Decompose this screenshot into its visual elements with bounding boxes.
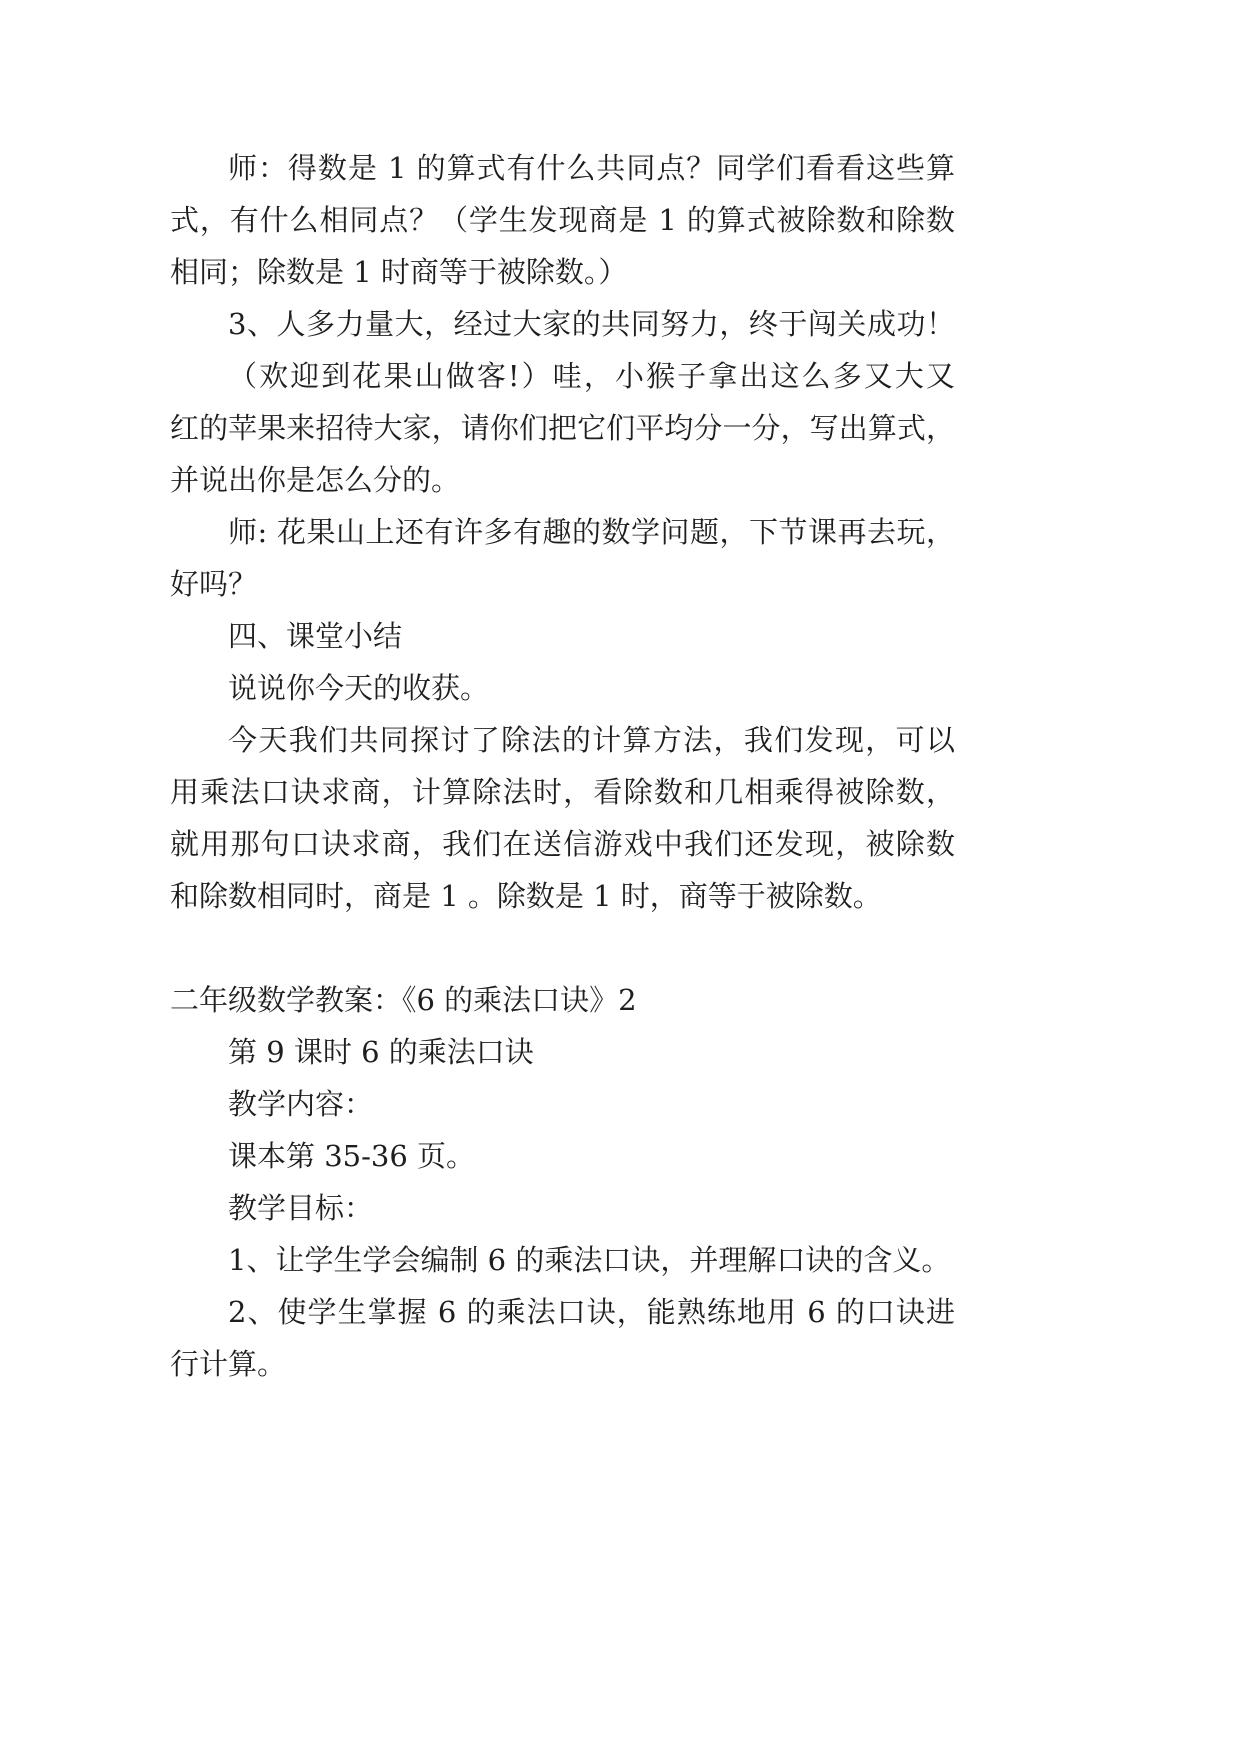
paragraph-line: 用乘法口诀求商，计算除法时，看除数和几相乘得被除数， (170, 775, 955, 809)
lesson-heading: 第 9 课时 6 的乘法口诀 (228, 1035, 534, 1069)
blank-line (170, 922, 955, 974)
paragraph-line: 和除数相同时，商是 1 。除数是 1 时，商等于被除数。 (170, 879, 882, 913)
section-heading: 教学目标： (228, 1191, 374, 1225)
section-heading: 四、课堂小结 (228, 619, 403, 653)
document-body (170, 142, 955, 1390)
paragraph-line: 行计算。 (170, 1347, 287, 1381)
paragraph-line: 并说出你是怎么分的。 (170, 463, 461, 497)
paragraph-line: 相同；除数是 1 时商等于被除数。） (170, 255, 628, 289)
list-item: 2、使学生掌握 6 的乘法口诀，能熟练地用 6 的口诀进 (228, 1295, 955, 1329)
paragraph-line: 3、人多力量大，经过大家的共同努力，终于闯关成功！ (228, 307, 955, 341)
paragraph-line: 师：得数是 1 的算式有什么共同点？同学们看看这些算 (228, 151, 955, 185)
list-item: 1、让学生学会编制 6 的乘法口诀，并理解口诀的含义。 (228, 1243, 951, 1277)
document-title: 二年级数学教案：《6 的乘法口诀》2 (170, 983, 637, 1017)
paragraph-line: 今天我们共同探讨了除法的计算方法，我们发现，可以 (228, 723, 955, 757)
paragraph-line: 就用那句口诀求商，我们在送信游戏中我们还发现，被除数 (170, 827, 955, 861)
paragraph-line: 红的苹果来招待大家，请你们把它们平均分一分，写出算式， (170, 411, 955, 445)
paragraph-line: 式，有什么相同点？（学生发现商是 1 的算式被除数和除数 (170, 203, 955, 237)
paragraph-line: （欢迎到花果山做客!）哇，小猴子拿出这么多又大又 (228, 359, 955, 393)
section-heading: 教学内容： (228, 1087, 374, 1121)
paragraph-line: 说说你今天的收获。 (228, 671, 490, 705)
paragraph-line: 师: 花果山上还有许多有趣的数学问题，下节课再去玩， (228, 515, 955, 549)
paragraph-line: 课本第 35-36 页。 (228, 1139, 476, 1173)
paragraph-line: 好吗？ (170, 567, 258, 601)
